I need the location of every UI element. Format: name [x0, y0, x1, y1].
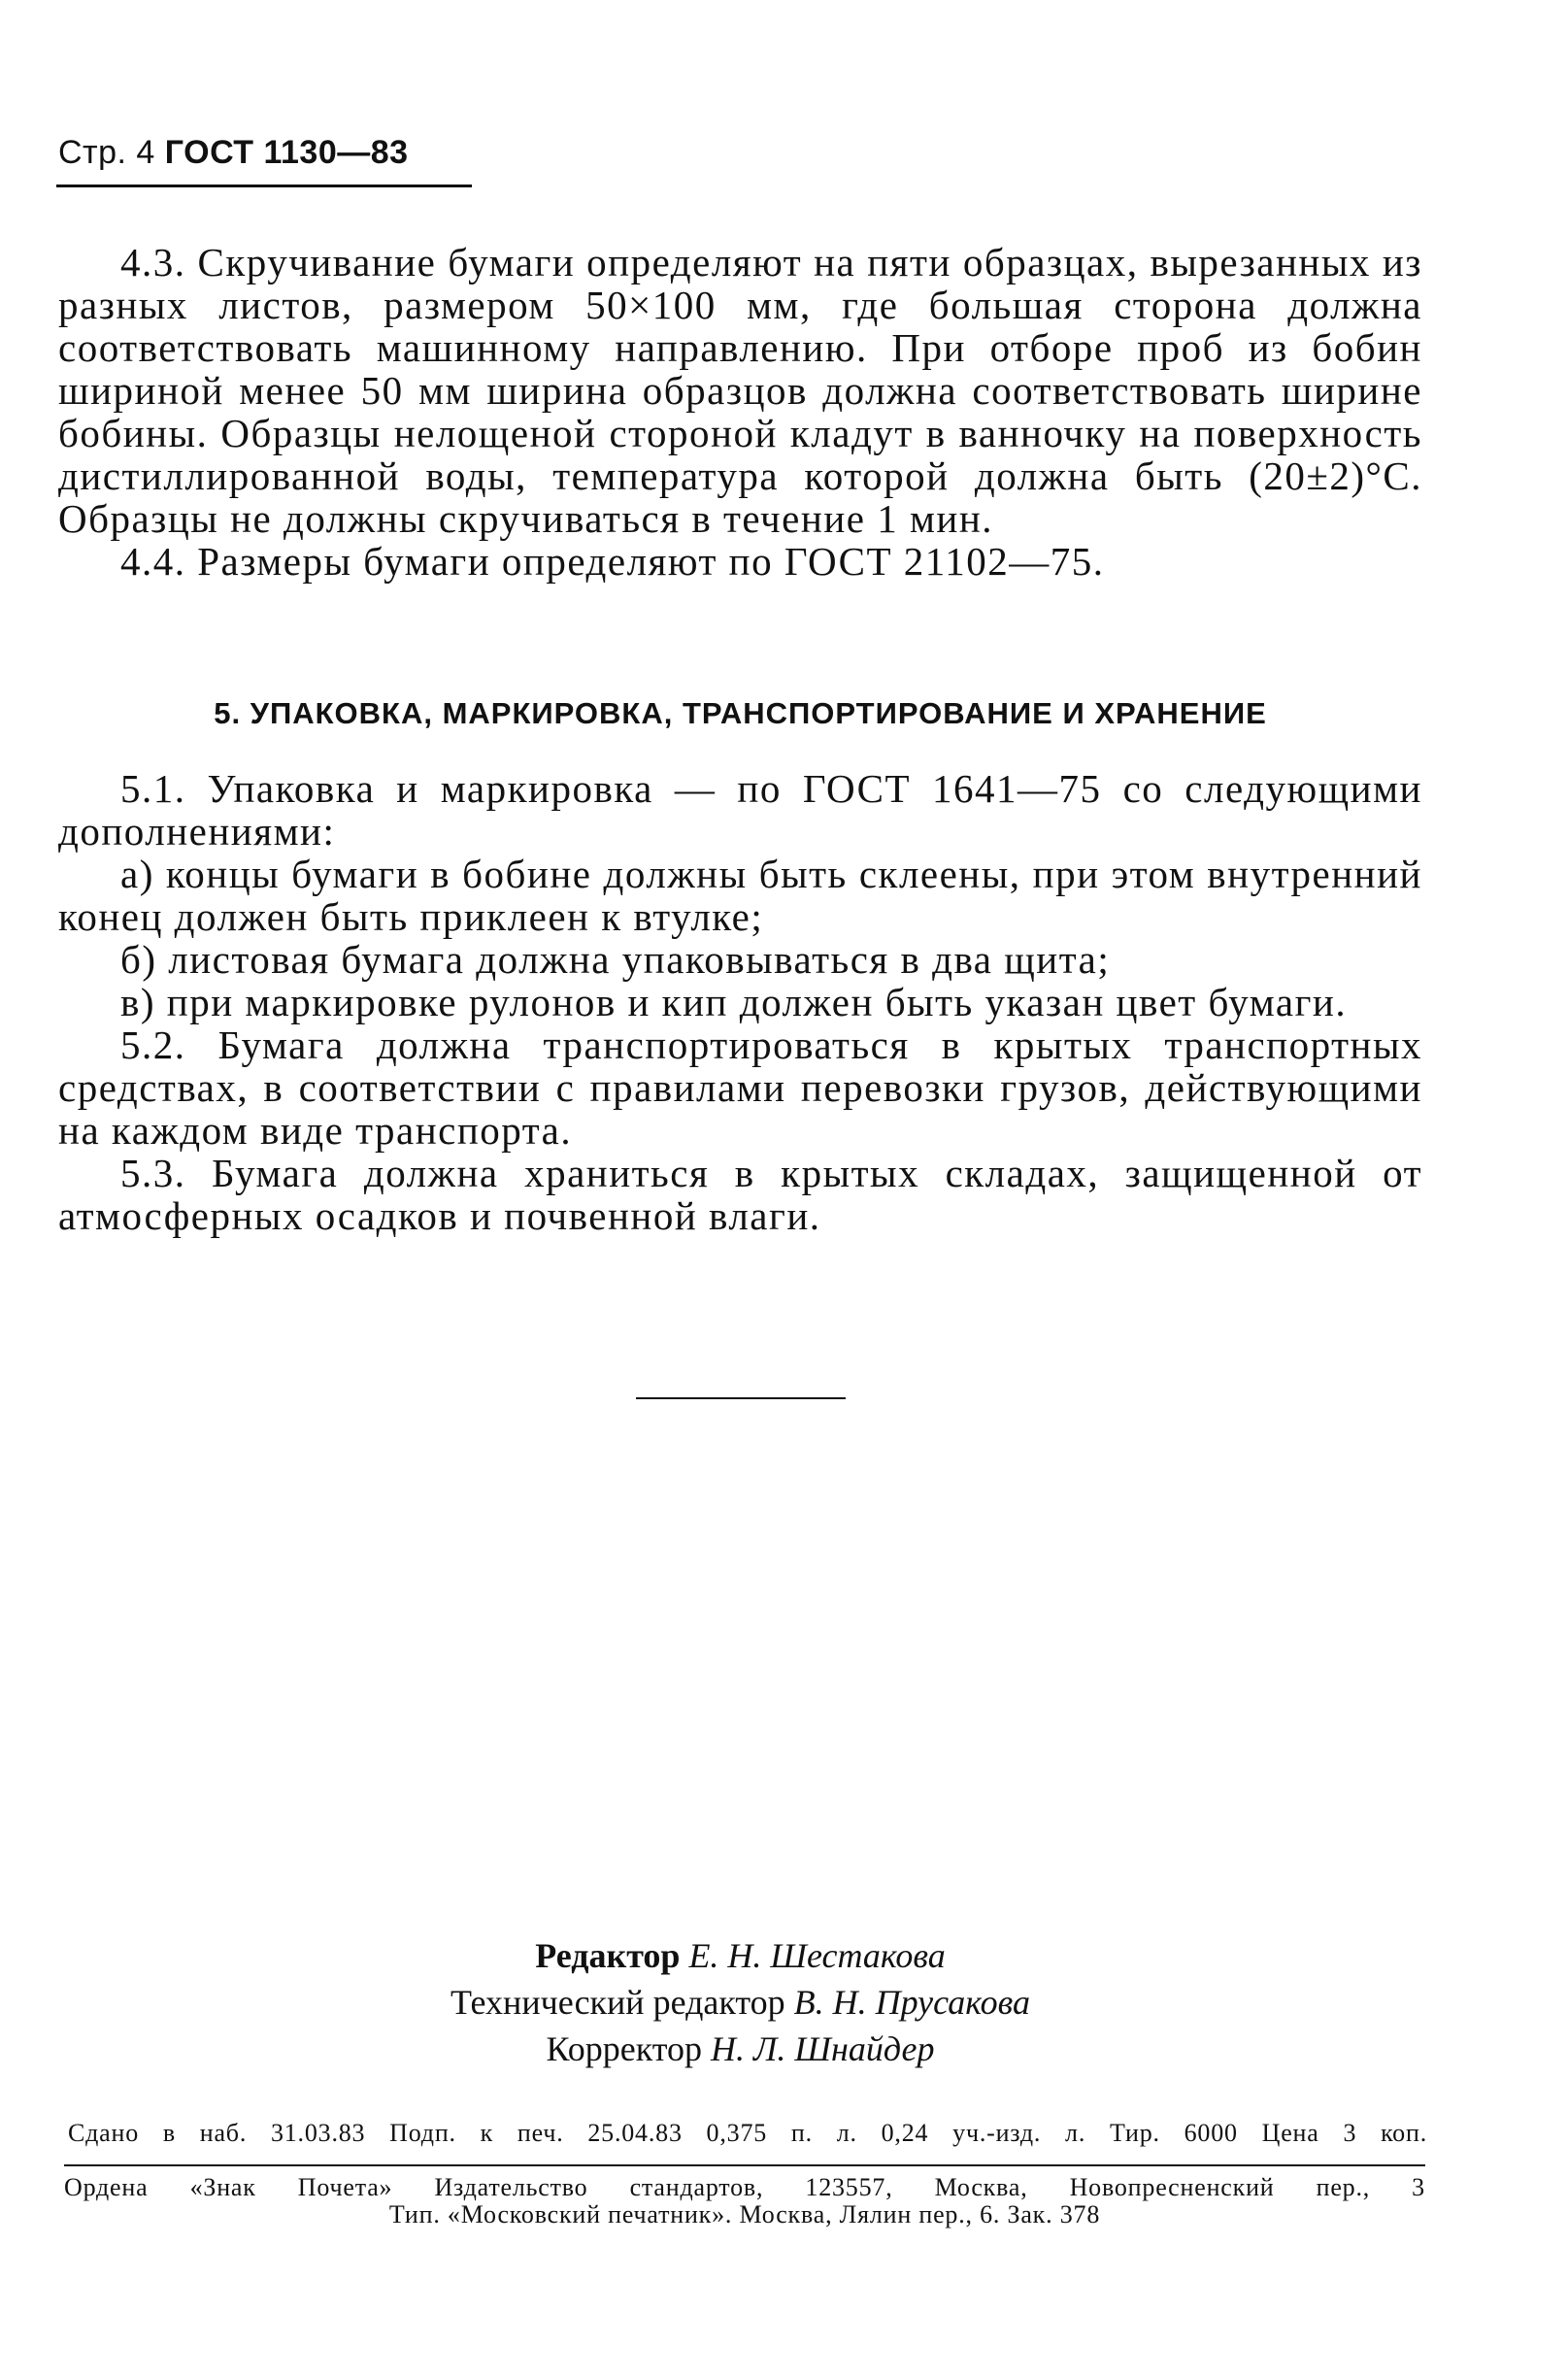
- imprint-rule: [64, 2164, 1425, 2166]
- credit-tech-editor: [252, 1979, 1228, 2026]
- tech-editor-role: Технический редактор: [450, 1983, 785, 2022]
- header-rule: [56, 184, 472, 187]
- clause-5-2: 5.2. Бумага должна транспортироваться в крытых транспортных средствах, в соответствии с правилами перевозки грузов, действующими на каждом виде транспорта.: [58, 1022, 1422, 1153]
- clause-4-4: 4.4. Размеры бумаги определяют по ГОСТ 21102—75.: [120, 539, 1105, 584]
- page-number: Стр. 4: [58, 134, 155, 171]
- publisher-line-1: Ордена «Знак Почета» Издательство стандартов, 123557, Москва, Новопресненский пер., 3: [64, 2173, 1425, 2201]
- imprint-line: Сдано в наб. 31.03.83 Подп. к печ. 25.04.83 0,375 п. л. 0,24 уч.-изд. л. Тир. 6000 Цена 3 коп.: [68, 2119, 1427, 2147]
- publisher-line-2: Тип. «Московский печатник». Москва, Лялин пер., 6. Зак. 378: [388, 2200, 1101, 2228]
- credit-proofreader: [252, 2026, 1228, 2072]
- editor-name: Е. Н. Шестакова: [688, 1936, 946, 1975]
- end-separator: [636, 1397, 846, 1399]
- section-5-heading: 5. УПАКОВКА, МАРКИРОВКА, ТРАНСПОРТИРОВАНИЕ И ХРАНЕНИЕ: [214, 696, 1267, 730]
- standard-number: ГОСТ 1130—83: [164, 134, 409, 171]
- section-4: [58, 241, 1422, 583]
- section-5: [58, 767, 1422, 1237]
- clause-5-3: 5.3. Бумага должна храниться в крытых складах, защищенной от атмосферных осадков и почвенной влаги.: [58, 1151, 1422, 1238]
- running-header: [58, 134, 409, 172]
- proofreader-role: Корректор: [546, 2029, 703, 2068]
- clause-5-1-c: в) при маркировке рулонов и кип должен быть указан цвет бумаги.: [120, 980, 1348, 1024]
- clause-4-3: 4.3. Скручивание бумаги определяют на пяти образцах, вырезанных из разных листов, размером 50×100 мм, где большая сторона должна соответствовать машинному направлению. При отборе проб из бобин шириной менее 50 мм ширина образцов должна соответствовать ширине бобины. Образцы нелощеной стороной кладут в ванночку на поверхность дистиллированной воды, температура которой должна быть (20±2)°С. Образцы не должны скручиваться в течение 1 мин.: [58, 240, 1422, 541]
- credit-editor: [252, 1932, 1228, 1979]
- proofreader-name: Н. Л. Шнайдер: [711, 2029, 935, 2068]
- editor-role: Редактор: [535, 1936, 681, 1975]
- tech-editor-name: В. Н. Прусакова: [793, 1983, 1031, 2022]
- clause-5-1-b: б) листовая бумага должна упаковываться в два щита;: [120, 937, 1111, 982]
- clause-5-1: 5.1. Упаковка и маркировка — по ГОСТ 1641—75 со следующими дополнениями:: [58, 766, 1422, 854]
- clause-5-1-a: а) концы бумаги в бобине должны быть склеены, при этом внутренний конец должен быть приклеен к втулке;: [58, 852, 1422, 939]
- credits: [252, 1932, 1228, 2072]
